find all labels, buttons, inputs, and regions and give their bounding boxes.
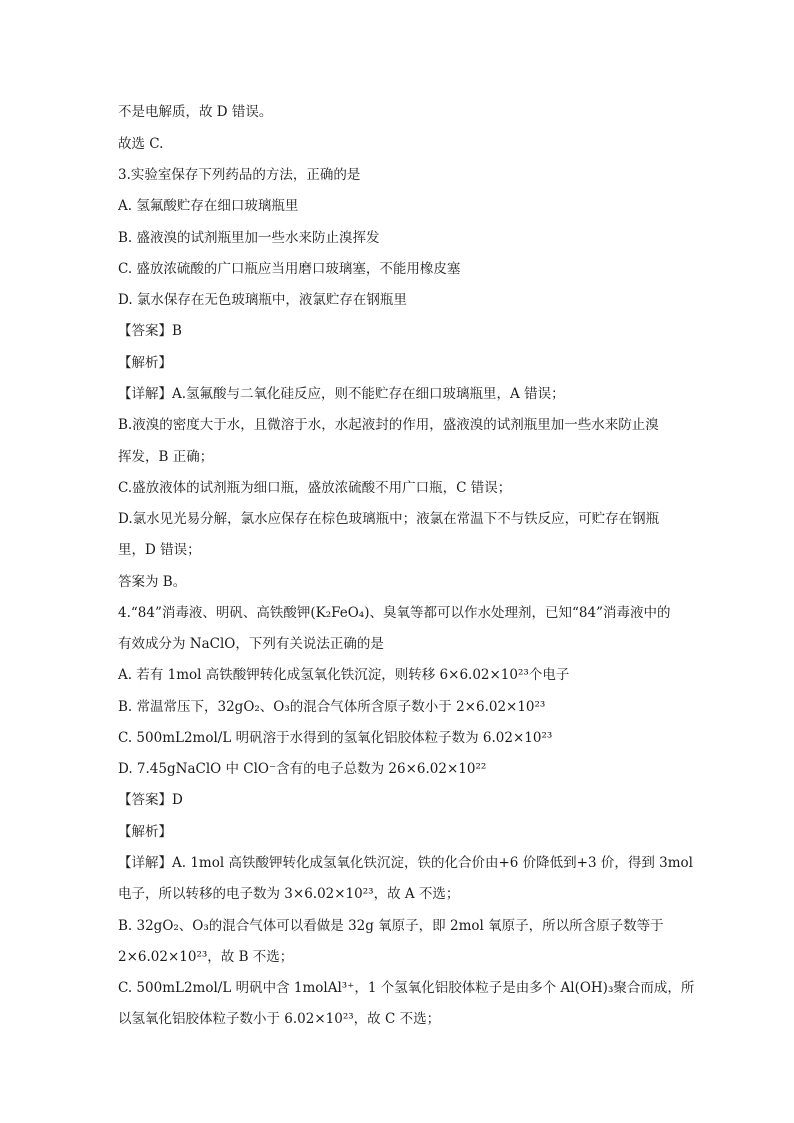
detail-line: 答案为 B。 — [118, 574, 187, 590]
option-d: D. 氯水保存在无色玻璃瓶中，液氯贮存在钢瓶里 — [118, 292, 407, 308]
option-a: A. 氢氟酸贮存在细口玻璃瓶里 — [118, 198, 299, 214]
detail-line: B. 32gO₂、O₃的混合气体可以看做是 32g 氧原子，即 2mol 氧原子，所以所含原子数等于 — [118, 918, 664, 934]
option-b: B. 常温常压下，32gO₂、O₃的混合气体所含原子数小于 2×6.02×10²³ — [118, 699, 546, 715]
question-4-stem: 有效成分为 NaClO，下列有关说法正确的是 — [118, 636, 384, 652]
detail-line: B.液溴的密度大于水，且微溶于水，水起液封的作用，盛液溴的试剂瓶里加一些水来防止溴 — [118, 417, 659, 433]
option-d: D. 7.45gNaClO 中 ClO⁻含有的电子总数为 26×6.02×10²² — [118, 761, 487, 777]
answer-label: 【答案】D — [118, 792, 183, 808]
detail-line: 以氢氧化铝胶体粒子数小于 6.02×10²³，故 C 不选； — [118, 1011, 441, 1027]
text-line: 不是电解质，故 D 错误。 — [118, 104, 273, 120]
option-c: C. 500mL2mol/L 明矾溶于水得到的氢氧化铝胶体粒子数为 6.02×10²³ — [118, 730, 553, 746]
detail-line: 里，D 错误； — [118, 542, 201, 558]
detail-line: 【详解】A.氢氟酸与二氧化硅反应，则不能贮存在细口玻璃瓶里，A 错误； — [118, 386, 565, 402]
question-4-stem: 4.“84”消毒液、明矾、高铁酸钾(K₂FeO₄)、臭氧等都可以作水处理剂，已知“84”消毒液中的 — [118, 605, 671, 621]
answer-label: 【答案】B — [118, 323, 182, 339]
option-c: C. 盛放浓硫酸的广口瓶应当用磨口玻璃塞，不能用橡皮塞 — [118, 261, 461, 277]
text-line: 故选 C. — [118, 136, 164, 152]
analysis-label: 【解析】 — [118, 355, 172, 371]
question-3-stem: 3.实验室保存下列药品的方法，正确的是 — [118, 167, 361, 183]
option-a: A. 若有 1mol 高铁酸钾转化成氢氧化铁沉淀，则转移 6×6.02×10²³个电子 — [118, 667, 570, 683]
detail-line: C.盛放液体的试剂瓶为细口瓶，盛放浓硫酸不用广口瓶，C 错误； — [118, 480, 512, 496]
option-b: B. 盛液溴的试剂瓶里加一些水来防止溴挥发 — [118, 230, 380, 246]
detail-line: 【详解】A. 1mol 高铁酸钾转化成氢氧化铁沉淀，铁的化合价由+6 价降低到+3 价，得到 3mol — [118, 855, 693, 871]
detail-line: D.氯水见光易分解，氯水应保存在棕色玻璃瓶中；液氯在常温下不与铁反应，可贮存在钢瓶 — [118, 511, 660, 527]
detail-line: 2×6.02×10²³，故 B 不选； — [118, 949, 294, 965]
analysis-label: 【解析】 — [118, 824, 172, 840]
detail-line: 挥发，B 正确； — [118, 449, 214, 465]
detail-line: 电子，所以转移的电子数为 3×6.02×10²³，故 A 不选； — [118, 886, 460, 902]
detail-line: C. 500mL2mol/L 明矾中含 1molAl³⁺，1 个氢氧化铝胶体粒子是由多个 Al(OH)₃聚合而成，所 — [118, 980, 695, 996]
